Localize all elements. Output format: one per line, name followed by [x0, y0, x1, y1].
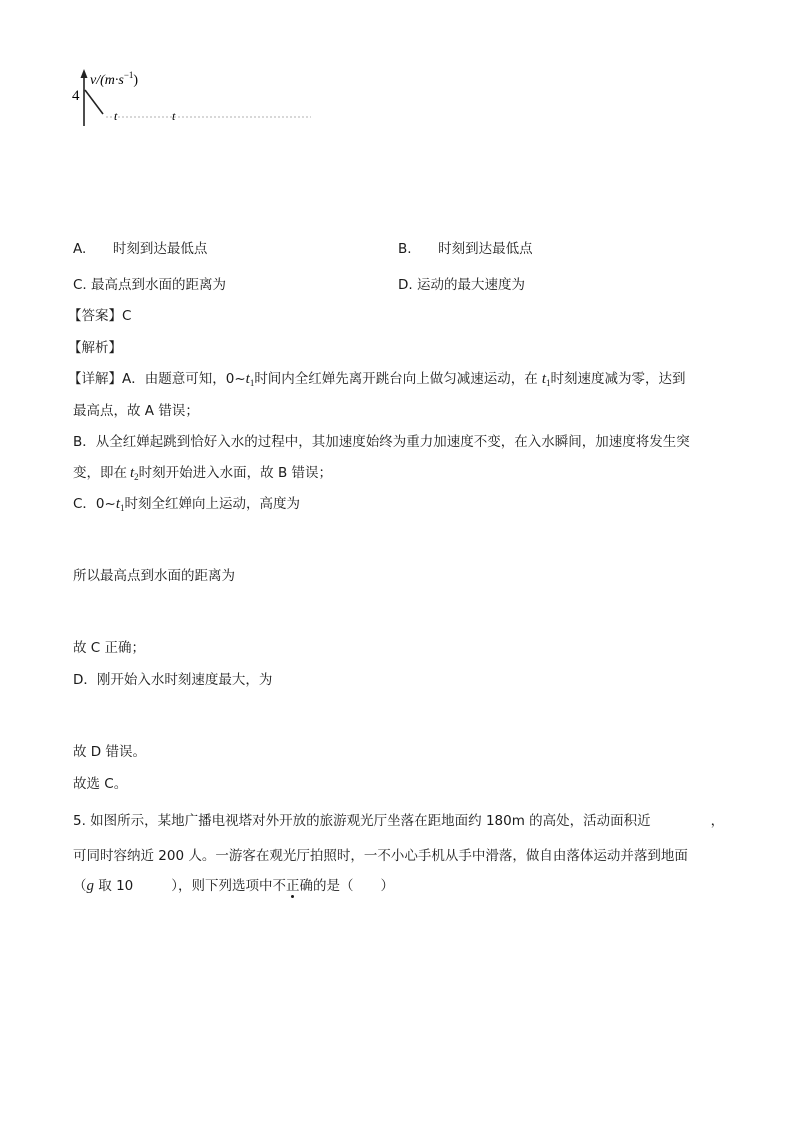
detail-d-line1: D．刚开始入水时刻速度最大，为	[73, 672, 273, 688]
graph-svg	[66, 66, 316, 126]
option-a-letter: A.	[73, 241, 87, 257]
detail-b-line2: 变，即在 $t_2$时刻开始进入水面，故 B 错误；	[73, 465, 333, 482]
conclusion: 故选 C。	[73, 776, 128, 792]
option-b	[398, 240, 533, 258]
question5-line2: 可同时容纳近 200 人。一游客在观光厅拍照时，一不小心手机从手中滑落，做自由落体运动并落到地面	[73, 848, 688, 864]
detail-c-line3: 故 C 正确；	[73, 640, 146, 656]
detail-b-line1: B．从全红婵起跳到恰好入水的过程中，其加速度始终为重力加速度不变，在入水瞬间，加速度将发生突	[73, 434, 690, 450]
detail-a-line1: 【详解】A．由题意可知，$0\sim t_1$时间内全红婵先离开跳台向上做匀减速运动，在 $t_1$时刻速度减为零，达到	[68, 371, 686, 388]
y-axis-label: $v/(m\cdot s^{-1})$	[90, 70, 139, 88]
detail-d-line2: 故 D 错误。	[73, 744, 146, 760]
detail-bracket: 【详解】	[68, 371, 122, 387]
answer-line	[68, 307, 131, 325]
question5-line1: 5. 如图所示，某地广播电视塔对外开放的旅游观光厅坐落在距地面约 180m 的高处，活动面积近 ，	[73, 813, 725, 829]
detail-c-line1: C．$0\sim t_1$时刻全红婵向上运动，高度为	[73, 496, 300, 513]
y-axis-arrow	[81, 69, 88, 78]
analysis-heading: 【解析】	[68, 340, 122, 356]
t1-label: t	[114, 109, 118, 123]
velocity-time-graph	[66, 66, 316, 126]
option-a	[73, 240, 207, 258]
option-d: D. 运动的最大速度为	[398, 277, 525, 293]
t2-label: t	[172, 109, 176, 123]
question5-line3: （g 取 10 ），则下列选项中不正确的是（ ）	[73, 878, 395, 894]
detail-c-line2: 所以最高点到水面的距离为	[73, 568, 235, 584]
option-a-text: 时刻到达最低点	[112, 241, 208, 257]
velocity-line	[85, 90, 103, 114]
option-b-text: 时刻到达最低点	[438, 241, 533, 257]
answer-value: C	[122, 308, 132, 324]
option-c: C. 最高点到水面的距离为	[73, 277, 227, 293]
answer-bracket: 【答案】	[68, 308, 122, 324]
option-b-letter: B.	[398, 241, 412, 257]
detail-a-line2: 最高点，故 A 错误；	[73, 403, 199, 419]
emphasis-dot-char: 正	[286, 878, 300, 894]
y-tick-4: 4	[72, 88, 80, 104]
emphasis-dot	[291, 895, 294, 898]
